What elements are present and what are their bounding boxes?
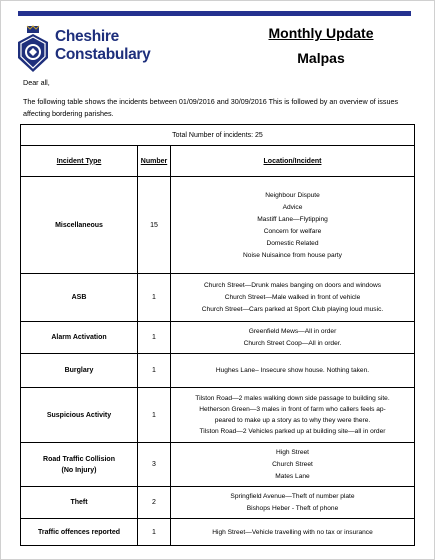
location-line: Hughes Lane– Insecure show house. Nothing taken. [215, 367, 370, 374]
incident-type-label: Alarm Activation [51, 334, 107, 341]
incidents-table [20, 124, 415, 546]
incident-count: 1 [138, 274, 171, 322]
incident-type-cell [21, 322, 138, 354]
location-line: Church Street—Drunk males banging on doors and windows [203, 282, 382, 289]
location-line: Church Street—Male walked in front of vehicle [224, 294, 361, 301]
location-cell [171, 388, 415, 443]
incident-type-cell [21, 443, 138, 487]
incident-type-label: Suspicious Activity [46, 411, 112, 419]
greeting: Dear all, [23, 78, 50, 87]
header-rule [18, 11, 411, 16]
location-line: Concern for welfare [263, 227, 322, 235]
incident-type-label: Road Traffic Collision [43, 455, 115, 463]
table-row [21, 388, 415, 443]
location-line: Springfield Avenue—Theft of number plate [230, 493, 355, 500]
table-row [21, 519, 415, 546]
incident-type-cell [21, 487, 138, 519]
table-row [21, 177, 415, 274]
incident-count: 1 [138, 519, 171, 546]
location-line: Advice [282, 203, 303, 211]
total-row [21, 125, 415, 146]
location-cell [171, 487, 415, 519]
header-row [21, 146, 415, 177]
location-line: Church Street—Cars parked at Sport Club playing loud music. [201, 306, 384, 313]
header-number: Number [138, 146, 171, 177]
incident-type-label: ASB [71, 294, 87, 301]
location-cell [171, 354, 415, 388]
location-line: Bishops Heber - Theft of phone [246, 505, 339, 512]
location-line: Neighbour Dispute [265, 191, 320, 199]
incident-type-label: Traffic offences reported [37, 528, 121, 536]
location-cell [171, 177, 415, 274]
table-row [21, 487, 415, 519]
incident-count: 2 [138, 487, 171, 519]
location-cell [171, 519, 415, 546]
location-line: Mastiff Lane—Flytipping [257, 215, 328, 223]
location-line: High Street [276, 449, 309, 456]
incident-count: 1 [138, 388, 171, 443]
constabulary-logo [15, 25, 155, 77]
location-line: Church Street Coop—All in order. [243, 340, 342, 347]
location-line: Mates Lane [275, 473, 310, 480]
location-line: High Street—Vehicle travelling with no tax or insurance [212, 528, 373, 536]
incident-type-cell [21, 354, 138, 388]
incident-count: 1 [138, 354, 171, 388]
total-incidents: Total Number of incidents: 25 [21, 125, 415, 146]
incident-type-label: Burglary [64, 367, 94, 374]
location-line: Hetherson Green—3 males in front of farm who callers feels ap- [199, 406, 386, 413]
incident-type-label: Miscellaneous [55, 221, 103, 229]
incident-count: 3 [138, 443, 171, 487]
incident-type-label: Theft [70, 499, 88, 506]
table-row [21, 443, 415, 487]
location-line: peared to make up a story as to why they were there. [214, 417, 371, 424]
location-line: Domestic Related [266, 239, 319, 247]
location-line: Greenfield Mews—All in order [248, 328, 337, 335]
table-row [21, 354, 415, 388]
location-cell [171, 274, 415, 322]
location-line: Noise Nuisaince from house party [243, 251, 342, 259]
location-cell [171, 322, 415, 354]
table-row [21, 322, 415, 354]
incident-count: 1 [138, 322, 171, 354]
incident-type-cell [21, 177, 138, 274]
header-location: Location/Incident [171, 146, 415, 177]
table-row [21, 274, 415, 322]
incident-type-cell [21, 519, 138, 546]
police-crest-icon [15, 25, 51, 75]
location-cell [171, 443, 415, 487]
logo-wordmark: Cheshire Constabulary [55, 28, 151, 63]
incident-count: 15 [138, 177, 171, 274]
page-title [246, 25, 396, 67]
title-location: Malpas [297, 50, 345, 66]
header-incident-type: Incident Type [21, 146, 138, 177]
location-line: Tilston Road—2 males walking down side passage to building site. [195, 395, 390, 402]
incident-type-cell [21, 388, 138, 443]
title-monthly-update: Monthly Update [268, 25, 374, 41]
location-line: Tilston Road—2 Vehicles parked up at building site—all in order [199, 428, 386, 435]
location-line: Church Street [272, 461, 313, 468]
incident-type-label: (No Injury) [61, 466, 97, 474]
intro-paragraph: The following table shows the incidents between 01/09/2016 and 30/09/2016 This is followed by an overview of issues affecting bordering parishes. [23, 97, 399, 118]
incident-type-cell [21, 274, 138, 322]
